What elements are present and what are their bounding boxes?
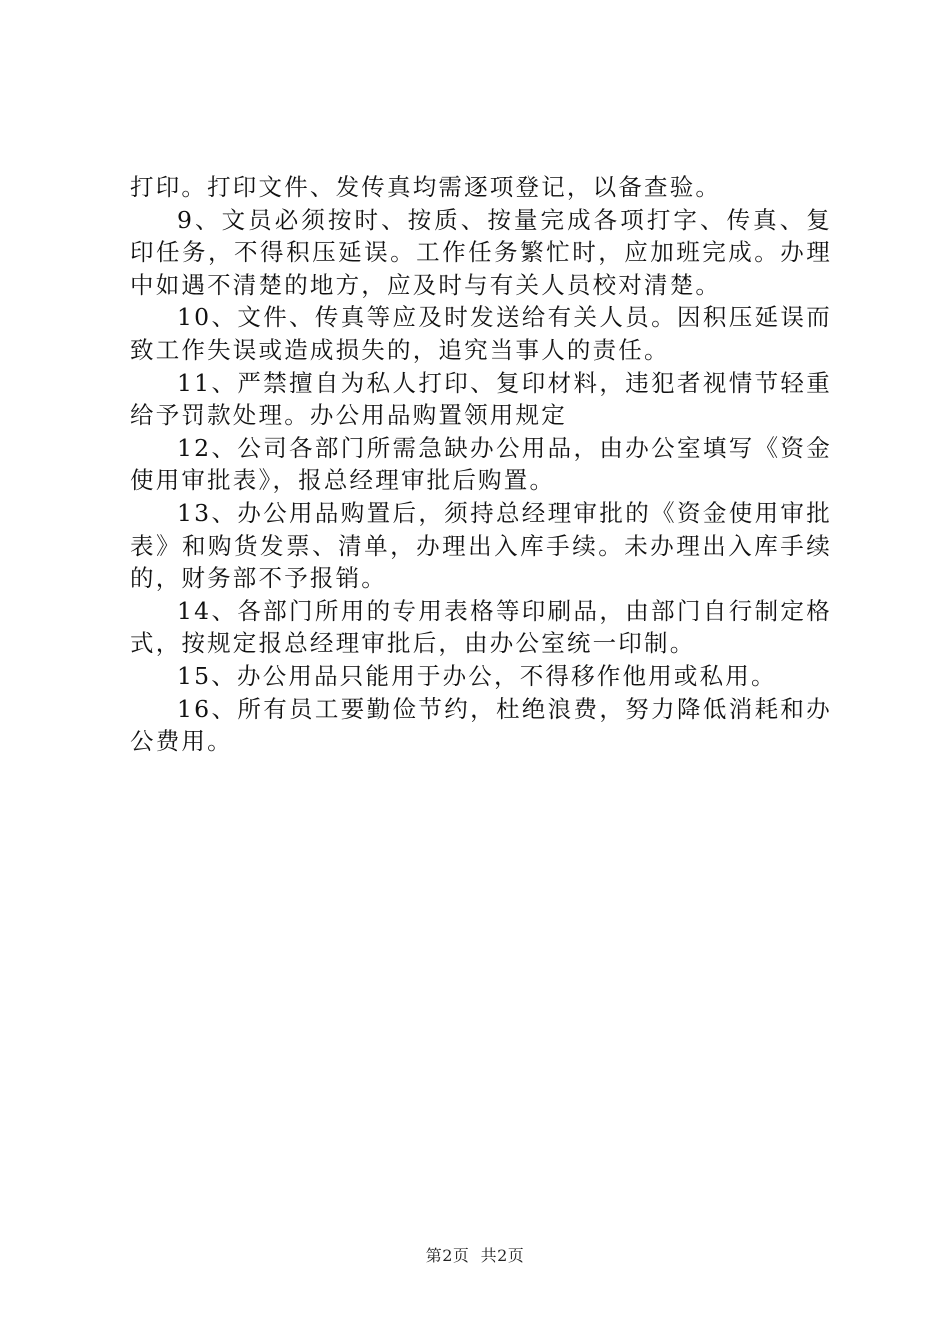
page-number: 第2页 [425, 1246, 470, 1265]
paragraph-item-15: 15、办公用品只能用于办公，不得移作他用或私用。 [177, 661, 777, 690]
paragraph-item-9: 9、文员必须按时、按质、按量完成各项打字、传真、复印任务，不得积压延误。工作任务繁忙时，应加班完成。办理中如遇不清楚的地方，应及时与有关人员校对清楚。 [130, 205, 832, 299]
paragraph-continuation: 打印。打印文件、发传真均需逐项登记，以备查验。 [130, 173, 722, 201]
page-total: 共2页 [480, 1246, 525, 1265]
paragraph-item-13: 13、办公用品购置后，须持总经理审批的《资金使用审批表》和购货发票、清单，办理出入库手续。未办理出入库手续的，财务部不予报销。 [130, 498, 832, 593]
paragraph-item-12: 12、公司各部门所需急缺办公用品，由办公室填写《资金使用审批表》，报总经理审批后购置。 [130, 433, 832, 495]
paragraph-item-11: 11、严禁擅自为私人打印、复印材料，违犯者视情节轻重给予罚款处理。办公用品购置领用规定 [130, 368, 832, 430]
paragraph-item-14: 14、各部门所用的专用表格等印刷品，由部门自行制定格式，按规定报总经理审批后，由办公室统一印制。 [130, 596, 832, 658]
paragraph-item-16: 16、所有员工要勤俭节约，杜绝浪费，努力降低消耗和办公费用。 [130, 694, 832, 756]
paragraph-item-10: 10、文件、传真等应及时发送给有关人员。因积压延误而致工作失误或造成损失的，追究当事人的责任。 [130, 303, 832, 364]
page-footer [0, 1243, 950, 1266]
document-body [130, 171, 832, 758]
